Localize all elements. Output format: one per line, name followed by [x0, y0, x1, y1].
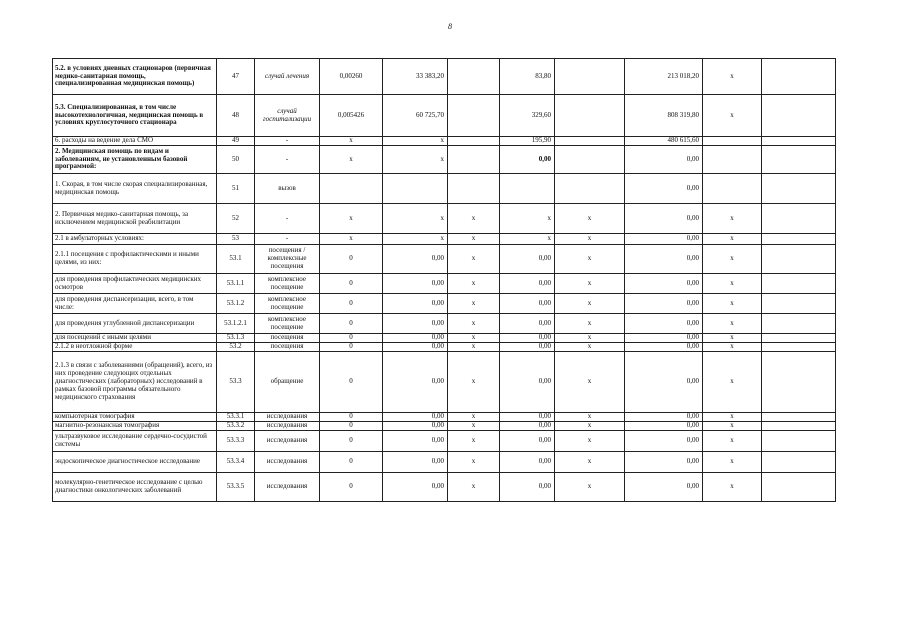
cell-volume: 0 [320, 334, 383, 343]
cell-x-1 [448, 95, 500, 137]
row-code: 51 [217, 174, 255, 204]
cell-cost: 0,00 [383, 245, 448, 274]
cell-x-1: х [448, 352, 500, 413]
cell-total: 0,00 [625, 234, 703, 245]
row-code: 47 [217, 59, 255, 95]
cell-volume: 0,005426 [320, 95, 383, 137]
cell-volume: 0 [320, 352, 383, 413]
cell-x-3: х [703, 204, 762, 234]
cell-cost: 60 725,70 [383, 95, 448, 137]
row-unit: - [255, 204, 320, 234]
cell-per-capita: 0,00 [500, 274, 555, 294]
row-unit: комплексное посещение [255, 314, 320, 334]
cell-x-1: х [448, 452, 500, 473]
cell-per-capita: 83,80 [500, 59, 555, 95]
cell-volume: 0 [320, 422, 383, 431]
cell-x-2: х [555, 274, 625, 294]
row-unit: вызов [255, 174, 320, 204]
row-unit: - [255, 234, 320, 245]
cell-cost: 0,00 [383, 334, 448, 343]
row-code: 53.3.3 [217, 431, 255, 452]
cell-x-3: х [703, 294, 762, 314]
cell-x-1: х [448, 473, 500, 502]
cell-per-capita: 0,00 [500, 422, 555, 431]
cell-total: 0,00 [625, 431, 703, 452]
cell-total: 0,00 [625, 422, 703, 431]
cell-cost: х [383, 204, 448, 234]
cell-x-2 [555, 146, 625, 174]
cell-cost: 0,00 [383, 274, 448, 294]
table-row [53, 204, 836, 234]
row-name: для посещений с иными целями [53, 334, 217, 343]
row-name: 2. Первичная медико-санитарная помощь, за исключением медицинской реабилитации [53, 204, 217, 234]
cell-x-2: х [555, 343, 625, 352]
cell-x-1 [448, 137, 500, 146]
cell-x-1: х [448, 204, 500, 234]
table-row [53, 174, 836, 204]
table-row [53, 352, 836, 413]
row-code: 48 [217, 95, 255, 137]
cell-empty [762, 431, 836, 452]
cell-x-1 [448, 59, 500, 95]
cell-volume: 0 [320, 431, 383, 452]
cell-volume: х [320, 234, 383, 245]
cell-per-capita [500, 174, 555, 204]
cell-per-capita: 195,90 [500, 137, 555, 146]
table-row [53, 334, 836, 343]
row-unit: комплексное посещение [255, 274, 320, 294]
cell-total: 0,00 [625, 343, 703, 352]
row-name: 6. расходы на ведение дела СМО [53, 137, 217, 146]
row-unit: комплексное посещение [255, 294, 320, 314]
table-row [53, 314, 836, 334]
cell-total: 0,00 [625, 294, 703, 314]
cell-empty [762, 234, 836, 245]
cell-total: 0,00 [625, 452, 703, 473]
row-unit: исследования [255, 422, 320, 431]
cell-total: 0,00 [625, 413, 703, 422]
table-row [53, 294, 836, 314]
cell-x-2: х [555, 334, 625, 343]
cell-cost: х [383, 146, 448, 174]
row-name: 2.1.1 посещения с профилактическими и иными целями, из них: [53, 245, 217, 274]
cell-x-1: х [448, 422, 500, 431]
cell-total: 0,00 [625, 352, 703, 413]
cell-x-3 [703, 137, 762, 146]
cell-x-2: х [555, 473, 625, 502]
row-unit: посещения [255, 334, 320, 343]
cell-total: 0,00 [625, 314, 703, 334]
row-code: 53.3 [217, 352, 255, 413]
cell-x-1: х [448, 294, 500, 314]
cell-empty [762, 343, 836, 352]
cell-total: 0,00 [625, 334, 703, 343]
table-row [53, 422, 836, 431]
row-code: 53.1 [217, 245, 255, 274]
row-unit: обращение [255, 352, 320, 413]
cell-empty [762, 452, 836, 473]
cell-x-3: х [703, 452, 762, 473]
cell-x-3: х [703, 431, 762, 452]
row-name: 5.3. Специализированная, в том числе высокотехнологичная, медицинская помощь в условиях круглосуточного стационара [53, 95, 217, 137]
table-row [53, 245, 836, 274]
table-row [53, 137, 836, 146]
page-number: 8 [448, 22, 452, 31]
cell-x-1: х [448, 334, 500, 343]
row-code: 53 [217, 234, 255, 245]
row-name: 1. Скорая, в том числе скорая специализированная, медицинская помощь [53, 174, 217, 204]
cell-per-capita: 329,60 [500, 95, 555, 137]
row-unit: - [255, 137, 320, 146]
cell-x-1: х [448, 245, 500, 274]
row-name: молекулярно-генетическое исследование с целью диагностики онкологических заболеваний [53, 473, 217, 502]
cell-x-2: х [555, 452, 625, 473]
row-code: 53.1.2.1 [217, 314, 255, 334]
cell-empty [762, 314, 836, 334]
cell-x-3: х [703, 422, 762, 431]
cell-empty [762, 174, 836, 204]
cell-cost: 0,00 [383, 314, 448, 334]
table-row [53, 274, 836, 294]
cell-per-capita: 0,00 [500, 452, 555, 473]
cell-x-2: х [555, 314, 625, 334]
row-name: 2.1 в амбулаторных условиях: [53, 234, 217, 245]
row-name: для проведения профилактических медицинских осмотров [53, 274, 217, 294]
row-unit: исследования [255, 452, 320, 473]
row-name: 2.1.3 в связи с заболеваниями (обращений), всего, из них проведение следующих отдельных диагностических (лабораторных) исследований в рамках базовой программы обязательного медицинского страхования [53, 352, 217, 413]
cell-empty [762, 245, 836, 274]
row-code: 53.1.1 [217, 274, 255, 294]
cell-volume: х [320, 146, 383, 174]
cell-empty [762, 204, 836, 234]
cell-x-2 [555, 174, 625, 204]
cell-per-capita: 0,00 [500, 334, 555, 343]
cell-cost: 33 383,20 [383, 59, 448, 95]
row-code: 53.3.1 [217, 413, 255, 422]
cell-x-1: х [448, 431, 500, 452]
cell-x-3: х [703, 59, 762, 95]
cell-x-3: х [703, 473, 762, 502]
row-unit: исследования [255, 431, 320, 452]
cell-empty [762, 59, 836, 95]
cell-cost: 0,00 [383, 422, 448, 431]
cell-per-capita: 0,00 [500, 245, 555, 274]
cell-cost: 0,00 [383, 431, 448, 452]
cell-x-1: х [448, 314, 500, 334]
cell-total: 0,00 [625, 274, 703, 294]
cell-per-capita: х [500, 204, 555, 234]
cell-x-2: х [555, 204, 625, 234]
cell-x-2: х [555, 352, 625, 413]
cell-x-3: х [703, 343, 762, 352]
row-name: 2. Медицинская помощь по видам и заболеваниям, не установленным базовой программой: [53, 146, 217, 174]
table-row [53, 452, 836, 473]
cell-x-2: х [555, 294, 625, 314]
cell-x-2: х [555, 431, 625, 452]
cell-per-capita: 0,00 [500, 413, 555, 422]
cell-cost: 0,00 [383, 473, 448, 502]
cell-volume: х [320, 204, 383, 234]
cell-x-3: х [703, 352, 762, 413]
cell-cost: х [383, 137, 448, 146]
cell-x-1: х [448, 413, 500, 422]
cell-volume: 0 [320, 413, 383, 422]
cell-empty [762, 352, 836, 413]
cell-cost: 0,00 [383, 294, 448, 314]
table-row [53, 59, 836, 95]
row-name: магнитно-резонансная томография [53, 422, 217, 431]
cell-volume [320, 174, 383, 204]
cell-empty [762, 422, 836, 431]
table-row [53, 413, 836, 422]
cell-x-3: х [703, 245, 762, 274]
cell-x-2 [555, 59, 625, 95]
cell-x-2: х [555, 413, 625, 422]
row-name: 2.1.2 в неотложной форме [53, 343, 217, 352]
cell-volume: х [320, 137, 383, 146]
row-unit: - [255, 146, 320, 174]
cell-x-3: х [703, 334, 762, 343]
cell-x-3: х [703, 95, 762, 137]
cell-cost: 0,00 [383, 413, 448, 422]
cell-total: 0,00 [625, 473, 703, 502]
cell-x-3 [703, 174, 762, 204]
row-name: эндоскопическое диагностическое исследование [53, 452, 217, 473]
cell-volume: 0 [320, 245, 383, 274]
cell-cost: 0,00 [383, 352, 448, 413]
row-unit: посещения / комплексные посещения [255, 245, 320, 274]
cell-total: 0,00 [625, 245, 703, 274]
table-row [53, 431, 836, 452]
cell-empty [762, 137, 836, 146]
table-row [53, 95, 836, 137]
cell-x-3: х [703, 234, 762, 245]
cell-cost: х [383, 234, 448, 245]
row-name: 5.2. в условиях дневных стационаров (первичная медико-санитарная помощь, специализированная медицинская помощь) [53, 59, 217, 95]
cell-volume: 0 [320, 343, 383, 352]
cell-total: 0,00 [625, 174, 703, 204]
cell-per-capita: 0,00 [500, 352, 555, 413]
cell-per-capita: х [500, 234, 555, 245]
row-code: 53.1.2 [217, 294, 255, 314]
row-code: 53.3.2 [217, 422, 255, 431]
row-unit: случай госпитализации [255, 95, 320, 137]
cell-x-3: х [703, 314, 762, 334]
cell-volume: 0 [320, 314, 383, 334]
cell-cost: 0,00 [383, 343, 448, 352]
cell-cost: 0,00 [383, 452, 448, 473]
cell-empty [762, 274, 836, 294]
cell-x-3: х [703, 274, 762, 294]
cell-cost [383, 174, 448, 204]
row-unit: случай лечения [255, 59, 320, 95]
cell-empty [762, 334, 836, 343]
cell-volume: 0 [320, 274, 383, 294]
cell-total: 213 018,20 [625, 59, 703, 95]
cell-per-capita: 0,00 [500, 294, 555, 314]
row-code: 52 [217, 204, 255, 234]
table-row [53, 343, 836, 352]
cell-per-capita: 0,00 [500, 473, 555, 502]
cell-total: 808 319,80 [625, 95, 703, 137]
row-name: для проведения диспансеризации, всего, в том числе: [53, 294, 217, 314]
cell-empty [762, 413, 836, 422]
cell-x-2: х [555, 234, 625, 245]
cell-x-2 [555, 137, 625, 146]
row-unit: исследования [255, 413, 320, 422]
cell-x-1: х [448, 343, 500, 352]
cell-x-2: х [555, 245, 625, 274]
table-row [53, 146, 836, 174]
cell-x-2: х [555, 422, 625, 431]
cell-per-capita: 0,00 [500, 431, 555, 452]
table-row [53, 473, 836, 502]
cell-volume: 0 [320, 473, 383, 502]
cell-empty [762, 294, 836, 314]
cell-per-capita: 0,00 [500, 343, 555, 352]
row-code: 50 [217, 146, 255, 174]
cell-x-3 [703, 146, 762, 174]
row-code: 53.1.3 [217, 334, 255, 343]
cell-x-2 [555, 95, 625, 137]
row-code: 53.2 [217, 343, 255, 352]
cell-volume: 0 [320, 452, 383, 473]
cell-x-1: х [448, 274, 500, 294]
financial-table [52, 58, 836, 502]
cell-per-capita: 0,00 [500, 146, 555, 174]
row-name: компьютерная томография [53, 413, 217, 422]
cell-total: 480 615,60 [625, 137, 703, 146]
row-code: 49 [217, 137, 255, 146]
cell-volume: 0 [320, 294, 383, 314]
cell-x-1: х [448, 234, 500, 245]
row-name: для проведения углубленной диспансеризации [53, 314, 217, 334]
cell-total: 0,00 [625, 146, 703, 174]
cell-empty [762, 95, 836, 137]
cell-empty [762, 146, 836, 174]
table-row [53, 234, 836, 245]
cell-per-capita: 0,00 [500, 314, 555, 334]
cell-x-3: х [703, 413, 762, 422]
cell-x-1 [448, 146, 500, 174]
row-unit: посещения [255, 343, 320, 352]
cell-empty [762, 473, 836, 502]
row-code: 53.3.5 [217, 473, 255, 502]
cell-volume: 0,00260 [320, 59, 383, 95]
row-name: ультразвуковое исследование сердечно-сосудистой системы [53, 431, 217, 452]
row-unit: исследования [255, 473, 320, 502]
row-code: 53.3.4 [217, 452, 255, 473]
cell-x-1 [448, 174, 500, 204]
cell-total: 0,00 [625, 204, 703, 234]
